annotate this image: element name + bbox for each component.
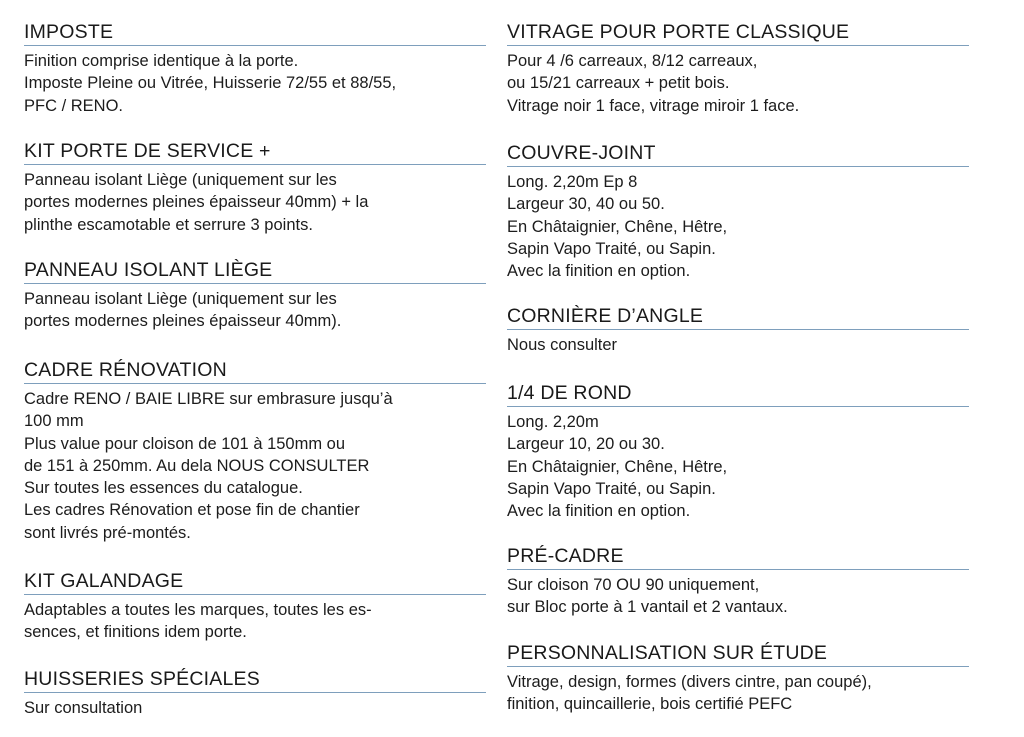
section-kit-porte-de-service bbox=[24, 139, 486, 236]
section-text-line: Plus value pour cloison de 101 à 150mm ou bbox=[24, 434, 346, 453]
section-heading: KIT GALANDAGE bbox=[24, 569, 486, 595]
section-text-line: portes modernes pleines épaisseur 40mm). bbox=[24, 312, 342, 331]
section-heading: PRÉ-CADRE bbox=[507, 544, 969, 570]
section-text-line: Sur consultation bbox=[24, 699, 143, 717]
section-text-line: portes modernes pleines épaisseur 40mm) + la bbox=[24, 193, 369, 212]
section-text-line: sont livrés pré-montés. bbox=[24, 523, 191, 542]
section-body bbox=[507, 411, 969, 522]
section-heading: 1/4 DE ROND bbox=[507, 381, 969, 407]
section-text-line: Long. 2,20m Ep 8 bbox=[507, 173, 638, 191]
section-text-line: plinthe escamotable et serrure 3 points. bbox=[24, 215, 313, 234]
section-text-line: Adaptables a toutes les marques, toutes les es- bbox=[24, 601, 372, 619]
section-body bbox=[24, 288, 486, 333]
section-text-line: Largeur 30, 40 ou 50. bbox=[507, 195, 665, 214]
section-imposte bbox=[24, 20, 486, 117]
section-body bbox=[24, 50, 486, 117]
section-pre-cadre bbox=[507, 544, 969, 619]
section-text-line: Avec la finition en option. bbox=[507, 502, 691, 521]
section-body bbox=[507, 50, 969, 117]
section-text-line: Les cadres Rénovation et pose fin de chantier bbox=[24, 501, 360, 520]
section-heading: KIT PORTE DE SERVICE + bbox=[24, 139, 486, 165]
section-text-line: Nous consulter bbox=[507, 336, 618, 354]
section-text-line: ou 15/21 carreaux + petit bois. bbox=[507, 74, 730, 93]
section-heading: CADRE RÉNOVATION bbox=[24, 358, 486, 384]
section-body bbox=[24, 599, 486, 644]
section-text-line: Long. 2,20m bbox=[507, 413, 599, 431]
section-personnalisation-sur-etude bbox=[507, 641, 969, 716]
section-text-line: Vitrage noir 1 face, vitrage miroir 1 face. bbox=[507, 96, 800, 115]
section-text-line: PFC / RENO. bbox=[24, 96, 124, 115]
section-text-line: Sapin Vapo Traité, ou Sapin. bbox=[507, 479, 716, 498]
section-text-line: En Châtaignier, Chêne, Hêtre, bbox=[507, 217, 728, 236]
section-body bbox=[24, 697, 486, 719]
section-body bbox=[507, 334, 969, 356]
section-text-line: Pour 4 /6 carreaux, 8/12 carreaux, bbox=[507, 52, 758, 70]
section-body bbox=[507, 171, 969, 282]
section-huisseries-speciales bbox=[24, 667, 486, 719]
section-text-line: sur Bloc porte à 1 vantail et 2 vantaux. bbox=[507, 598, 788, 617]
section-text-line: finition, quincaillerie, bois certifié PEFC bbox=[507, 695, 793, 714]
section-body bbox=[24, 169, 486, 236]
section-text-line: En Châtaignier, Chêne, Hêtre, bbox=[507, 457, 728, 476]
section-body bbox=[24, 388, 486, 544]
section-text-line: Cadre RENO / BAIE LIBRE sur embrasure jusqu’à bbox=[24, 390, 393, 408]
section-text-line: Vitrage, design, formes (divers cintre, pan coupé), bbox=[507, 673, 872, 691]
section-heading: COUVRE-JOINT bbox=[507, 141, 969, 167]
section-text-line: Sapin Vapo Traité, ou Sapin. bbox=[507, 239, 716, 258]
section-couvre-joint bbox=[507, 141, 969, 282]
section-text-line: Sur toutes les essences du catalogue. bbox=[24, 479, 303, 498]
section-heading: PANNEAU ISOLANT LIÈGE bbox=[24, 258, 486, 284]
section-body bbox=[507, 574, 969, 619]
section-text-line: Imposte Pleine ou Vitrée, Huisserie 72/55 et 88/55, bbox=[24, 74, 397, 93]
section-text-line: Panneau isolant Liège (uniquement sur les bbox=[24, 171, 337, 189]
section-text-line: Avec la finition en option. bbox=[507, 262, 691, 281]
section-vitrage-porte-classique bbox=[507, 20, 969, 117]
section-heading: IMPOSTE bbox=[24, 20, 486, 46]
section-heading: PERSONNALISATION SUR ÉTUDE bbox=[507, 641, 969, 667]
section-body bbox=[507, 671, 969, 716]
section-text-line: de 151 à 250mm. Au dela NOUS CONSULTER bbox=[24, 456, 370, 475]
section-corniere-angle bbox=[507, 304, 969, 356]
section-quart-de-rond bbox=[507, 381, 969, 522]
section-text-line: Panneau isolant Liège (uniquement sur les bbox=[24, 290, 337, 308]
section-heading: HUISSERIES SPÉCIALES bbox=[24, 667, 486, 693]
section-text-line: Finition comprise identique à la porte. bbox=[24, 52, 299, 70]
section-cadre-renovation bbox=[24, 358, 486, 544]
section-text-line: 100 mm bbox=[24, 412, 84, 431]
section-text-line: Largeur 10, 20 ou 30. bbox=[507, 435, 665, 454]
section-panneau-isolant-liege bbox=[24, 258, 486, 333]
section-heading: CORNIÈRE D’ANGLE bbox=[507, 304, 969, 330]
section-heading: VITRAGE POUR PORTE CLASSIQUE bbox=[507, 20, 969, 46]
section-text-line: sences, et finitions idem porte. bbox=[24, 623, 247, 642]
section-text-line: Sur cloison 70 OU 90 uniquement, bbox=[507, 576, 760, 594]
section-kit-galandage bbox=[24, 569, 486, 644]
